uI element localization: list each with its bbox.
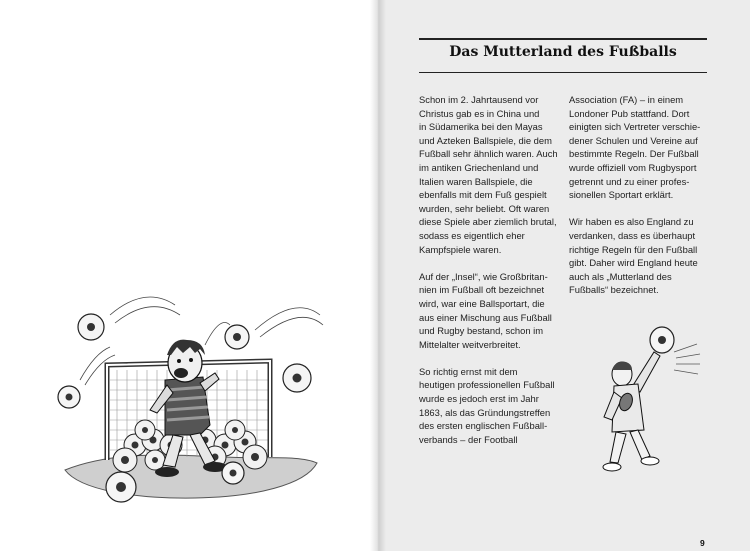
text-column-left xyxy=(419,93,559,460)
paragraph: Wir haben es also England zu verdanken, dass es überhaupt richtige Regeln für den Fußball gibt. Daher wird England heute auch als „Mutterland des Fußballs“ bezeichnet. xyxy=(569,216,698,296)
rugby-player-illustration xyxy=(592,322,702,477)
paragraph: Association (FA) – in einem Londoner Pub stattfand. Dort einigten sich Vertreter verschie- dener Schulen und Vereine auf bestimmte Regeln. Der Fußball wurde offiziell vom Rugbysport getrennt und zu einer profes- sionellen Sportart erklärt. xyxy=(569,94,701,201)
book-gutter xyxy=(370,0,386,551)
title-rule-top xyxy=(419,38,707,40)
text-column-right xyxy=(569,93,709,311)
goalkeeper-illustration xyxy=(55,285,325,510)
title-rule-bottom xyxy=(419,72,707,73)
paragraph: Schon im 2. Jahrtausend vor Christus gab es in China und in Südamerika bei den Mayas und Azteken Ballspiele, die dem Fußball sehr ähnlich waren. Auch im antiken Griechenland und Italien waren Ballspiele, die ebenfalls mit dem Fuß gespielt wurden, sehr beliebt. Oft waren diese Spiele aber ziemlich brutal, sodass es eigentlich eher Kampfspiele waren. xyxy=(419,94,558,255)
paragraph: Auf der „Insel“, wie Großbritan- nien im Fußball oft bezeichnet wird, war eine Ballsportart, die aus einer Mischung aus Fußball und Rugby bestand, schon im Mittelalter weitverbreitet. xyxy=(419,270,552,350)
page-number: 9 xyxy=(700,538,705,548)
paragraph: So richtig ernst mit dem heutigen professionellen Fußball wurde es jedoch erst im Jahr 1863, als das Gründungstreffen des ersten englischen Fußball- verbands – der Football xyxy=(419,365,555,445)
box-title: Das Mutterland des Fußballs xyxy=(449,44,677,60)
